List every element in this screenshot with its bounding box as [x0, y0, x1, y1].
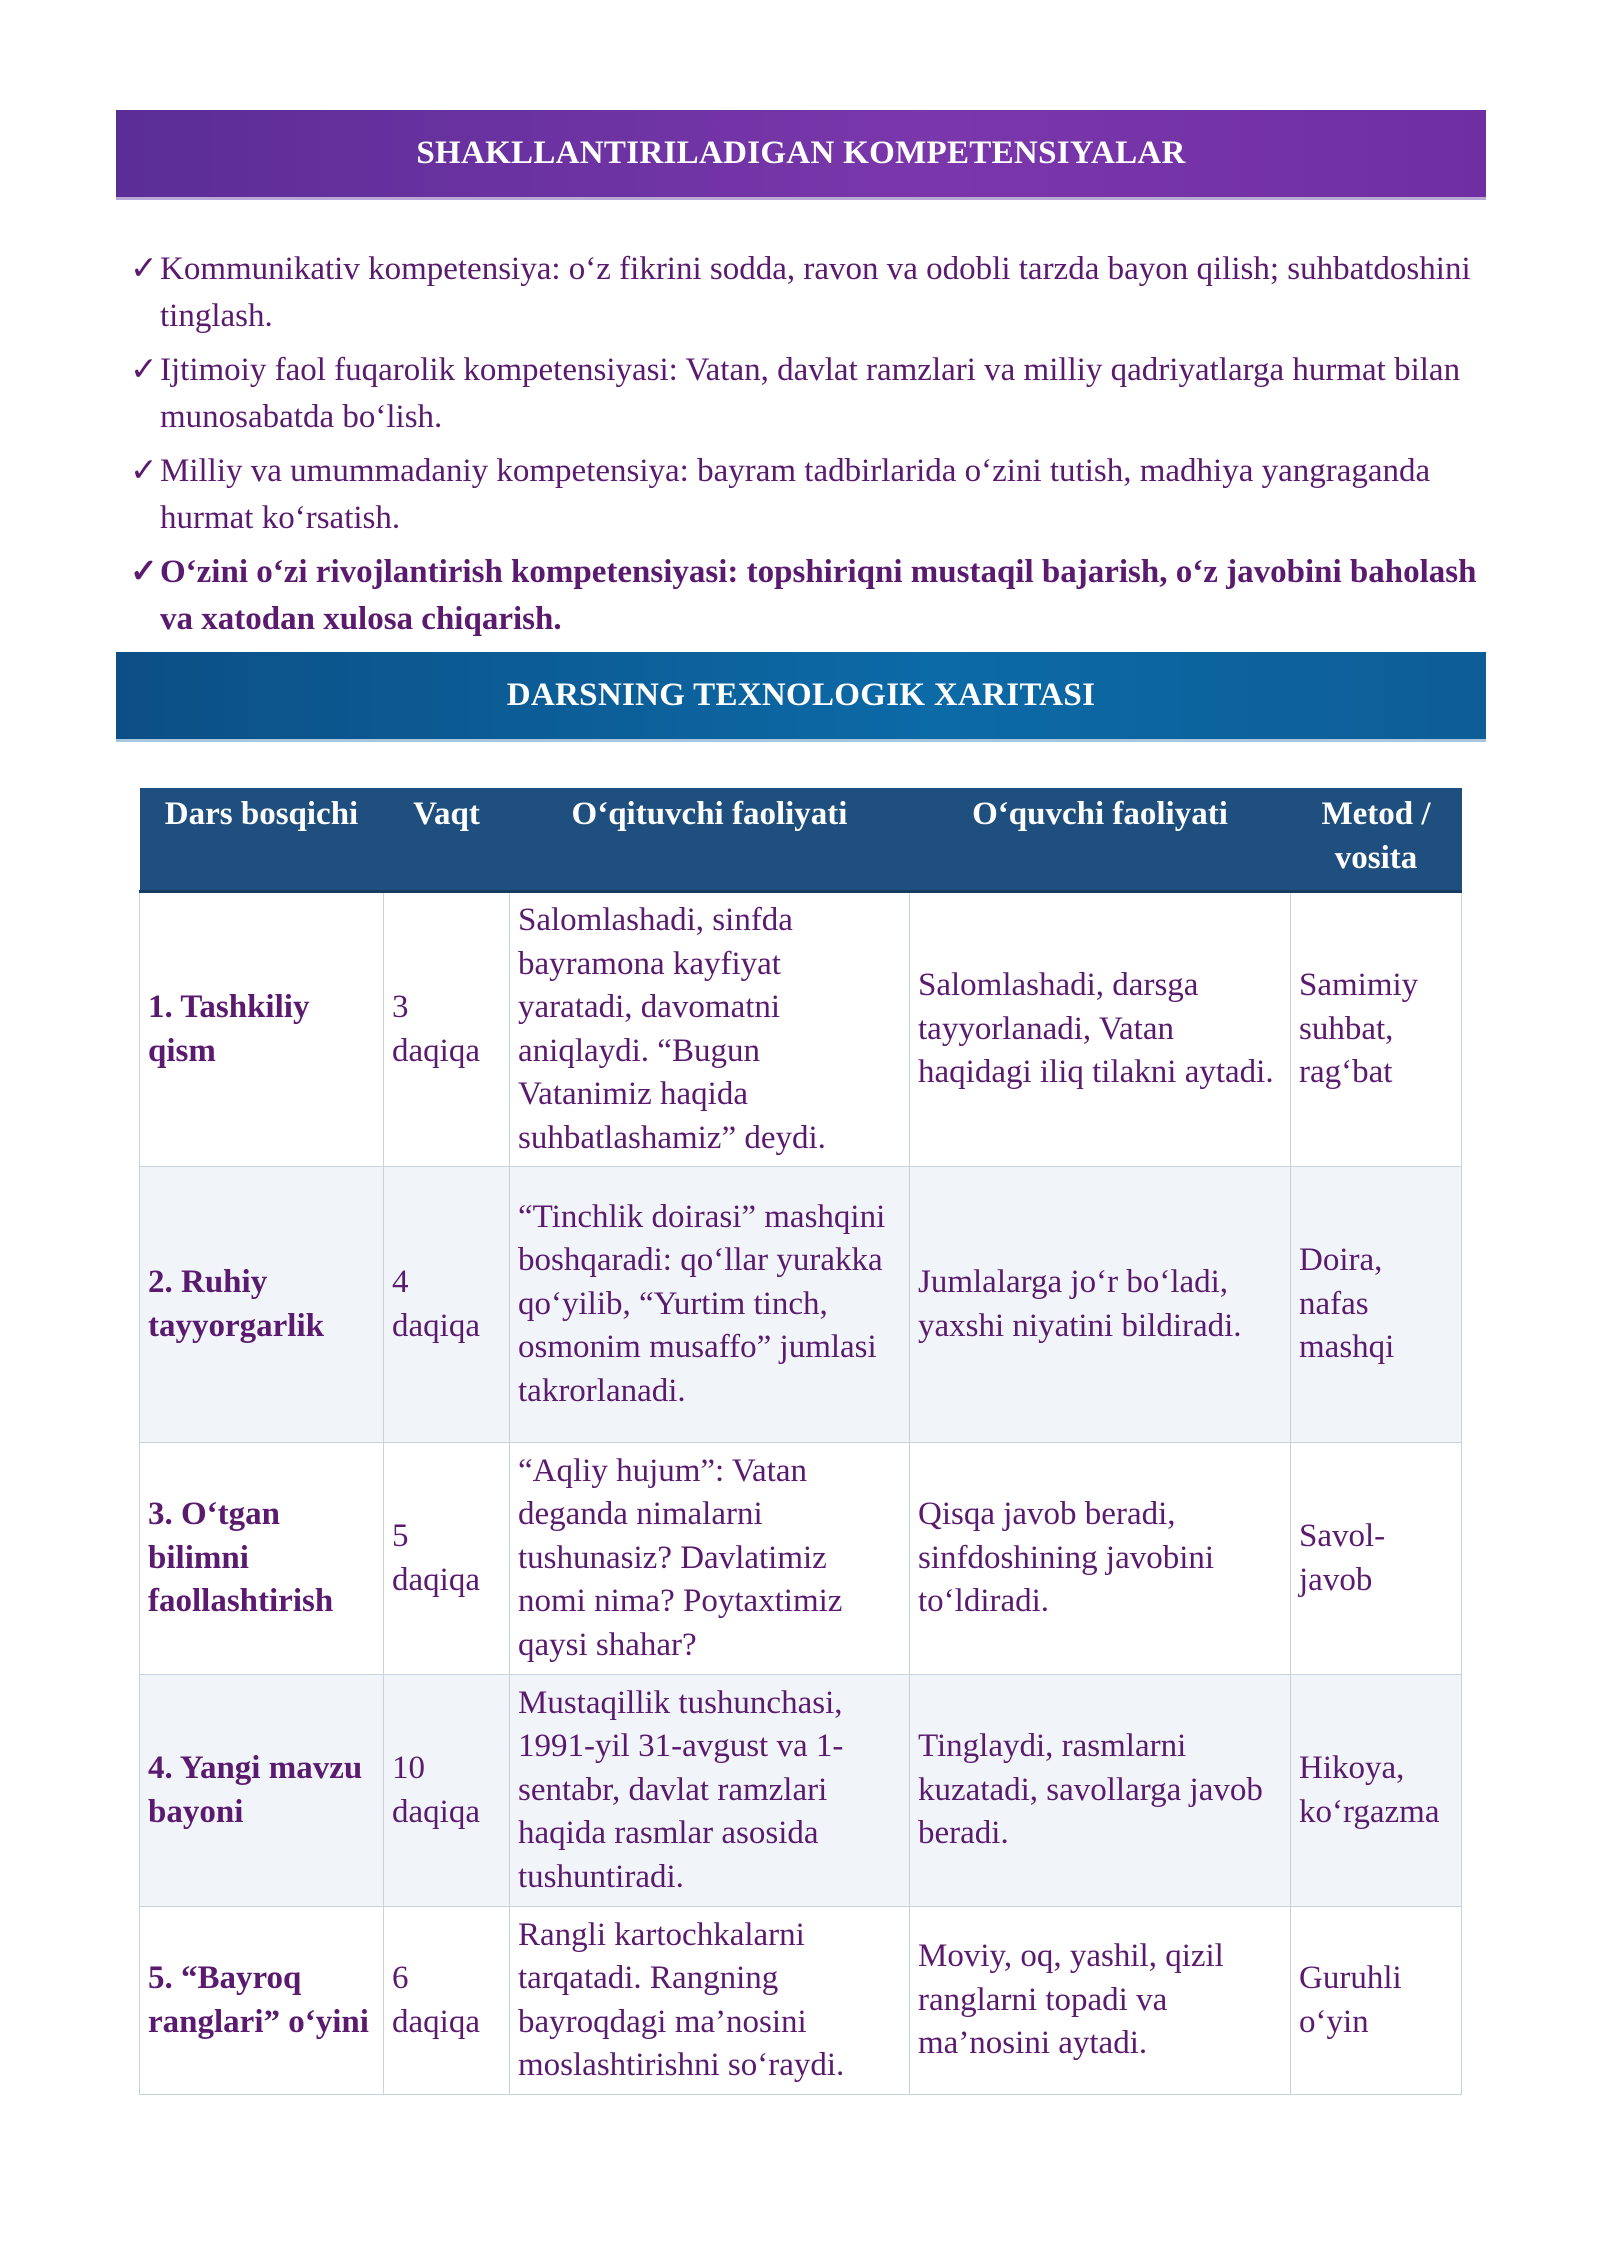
- method-cell: Guruhli o‘yin: [1291, 1907, 1462, 2095]
- competency-item: [130, 347, 1490, 441]
- stage-cell: 1. Tashkiliy qism: [140, 892, 384, 1167]
- competency-item: [130, 448, 1490, 542]
- header-stage: Dars bosqichi: [140, 788, 384, 892]
- technology-map-banner: [116, 652, 1486, 742]
- header-method: Metod / vosita: [1291, 788, 1462, 892]
- method-cell: Savol-javob: [1291, 1443, 1462, 1675]
- time-cell: 5 daqiqa: [384, 1443, 510, 1675]
- header-student-activity: O‘quvchi faoliyati: [910, 788, 1291, 892]
- table-row: [140, 1675, 1462, 1907]
- teacher-activity-cell: “Aqliy hujum”: Vatan deganda nimalarni tushunasiz? Davlatimiz nomi nima? Poytaxtimiz qaysi shahar?: [510, 1443, 910, 1675]
- method-cell: Hikoya, ko‘rgazma: [1291, 1675, 1462, 1907]
- time-cell: 4 daqiqa: [384, 1167, 510, 1443]
- competency-text: Ijtimoiy faol fuqarolik kompetensiyasi: Vatan, davlat ramzlari va milliy qadriyatlarga hurmat bilan munosabatda bo‘lish.: [160, 352, 1461, 435]
- table-row: [140, 1907, 1462, 2095]
- checkmark-icon: ✓: [130, 251, 158, 287]
- student-activity-cell: Salomlashadi, darsga tayyorlanadi, Vatan haqidagi iliq tilakni aytadi.: [910, 892, 1291, 1167]
- stage-cell: 2. Ruhiy tayyorgarlik: [140, 1167, 384, 1443]
- competency-item: [130, 246, 1490, 340]
- teacher-activity-cell: Mustaqillik tushunchasi, 1991-yil 31-avgust va 1-sentabr, davlat ramzlari haqida rasmlar asosida tushuntiradi.: [510, 1675, 910, 1907]
- stage-cell: 4. Yangi mavzu bayoni: [140, 1675, 384, 1907]
- table-row: [140, 892, 1462, 1167]
- table-row: [140, 1443, 1462, 1675]
- student-activity-cell: Qisqa javob beradi, sinfdoshining javobini to‘ldiradi.: [910, 1443, 1291, 1675]
- checkmark-icon: ✓: [130, 352, 158, 388]
- stage-cell: 5. “Bayroq ranglari” o‘yini: [140, 1907, 384, 2095]
- competencies-banner-title: SHAKLLANTIRILADIGAN KOMPETENSIYALAR: [416, 135, 1186, 171]
- teacher-activity-cell: Salomlashadi, sinfda bayramona kayfiyat yaratadi, davomatni aniqlaydi. “Bugun Vatanimiz haqida suhbatlashamiz” deydi.: [510, 892, 910, 1167]
- teacher-activity-cell: Rangli kartochkalarni tarqatadi. Rangning bayroqdagi ma’nosini moslashtirishni so‘raydi.: [510, 1907, 910, 2095]
- competency-text: O‘zini o‘zi rivojlantirish kompetensiyasi: topshiriqni mustaqil bajarish, o‘z javobini baholash va xatodan xulosa chiqarish.: [160, 554, 1477, 637]
- checkmark-icon: ✓: [130, 453, 158, 489]
- student-activity-cell: Jumlalarga jo‘r bo‘ladi, yaxshi niyatini bildiradi.: [910, 1167, 1291, 1443]
- header-teacher-activity: O‘qituvchi faoliyati: [510, 788, 910, 892]
- competencies-list: [130, 246, 1490, 650]
- table-header-row: [140, 788, 1462, 892]
- competency-text: Kommunikativ kompetensiya: o‘z fikrini sodda, ravon va odobli tarzda bayon qilish; suhbatdoshini tinglash.: [160, 251, 1471, 334]
- time-cell: 10 daqiqa: [384, 1675, 510, 1907]
- student-activity-cell: Tinglaydi, rasmlarni kuzatadi, savollarga javob beradi.: [910, 1675, 1291, 1907]
- stage-cell: 3. O‘tgan bilimni faollashtirish: [140, 1443, 384, 1675]
- lesson-map-table: [139, 788, 1462, 2095]
- method-cell: Doira, nafas mashqi: [1291, 1167, 1462, 1443]
- teacher-activity-cell: “Tinchlik doirasi” mashqini boshqaradi: qo‘llar yurakka qo‘yilib, “Yurtim tinch, osmonim musaffo” jumlasi takrorlanadi.: [510, 1167, 910, 1443]
- time-cell: 6 daqiqa: [384, 1907, 510, 2095]
- student-activity-cell: Moviy, oq, yashil, qizil ranglarni topadi va ma’nosini aytadi.: [910, 1907, 1291, 2095]
- technology-map-banner-title: DARSNING TEXNOLOGIK XARITASI: [506, 677, 1096, 713]
- competency-text: Milliy va umummadaniy kompetensiya: bayram tadbirlarida o‘zini tutish, madhiya yangraganda hurmat ko‘rsatish.: [160, 453, 1431, 536]
- competency-item: [130, 549, 1490, 643]
- method-cell: Samimiy suhbat, rag‘bat: [1291, 892, 1462, 1167]
- table-row: [140, 1167, 1462, 1443]
- time-cell: 3 daqiqa: [384, 892, 510, 1167]
- competencies-banner: [116, 110, 1486, 200]
- header-time: Vaqt: [384, 788, 510, 892]
- checkmark-icon: ✓: [130, 554, 158, 590]
